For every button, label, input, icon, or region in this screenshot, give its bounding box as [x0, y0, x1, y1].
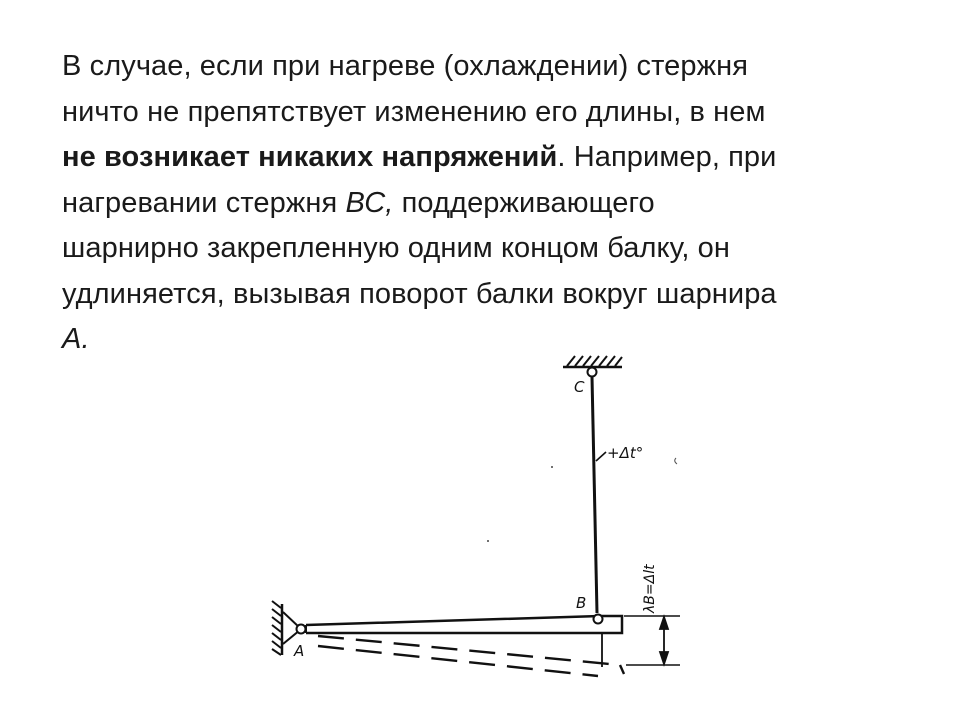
rotated-beam-dashed — [318, 636, 624, 676]
paragraph-line-3-rest: . Например, при — [557, 141, 777, 173]
hinge-c — [588, 368, 597, 377]
elongation-extension-lines — [624, 616, 680, 665]
scan-specks — [487, 458, 677, 542]
paragraph-line-4-end: поддерживающего — [393, 186, 655, 219]
paragraph-line-1: В случае, если при нагреве (охлаждении) стержня — [62, 50, 749, 82]
beam — [306, 616, 622, 633]
emphasis-no-stress: не возникает никаких напряжений — [62, 141, 558, 173]
paragraph-line-6: удлиняется, вызывая поворот балки вокруг шарнира — [62, 277, 777, 310]
label-b: B — [576, 594, 587, 612]
hinge-a — [297, 625, 306, 634]
paragraph-line-4-start: нагревании стержня — [62, 186, 346, 219]
elongation-dimension-arrow — [660, 617, 668, 664]
temperature-leader — [596, 452, 606, 461]
label-a: A — [294, 642, 305, 660]
paragraph-line-2: ничто не препятствует изменению его длины, в нем — [62, 95, 766, 128]
label-c: C — [574, 378, 585, 396]
rod-bc — [592, 377, 597, 613]
hinge-b — [594, 615, 603, 624]
paragraph-line-5: шарнирно закрепленную одним концом балку, он — [62, 232, 730, 264]
paragraph-line-7: А. — [62, 323, 90, 355]
label-temperature: +Δt° — [607, 444, 644, 462]
rod-name-bc: ВС, — [345, 186, 394, 219]
top-support — [563, 356, 622, 367]
label-elongation: λB=Δlt — [642, 564, 658, 613]
